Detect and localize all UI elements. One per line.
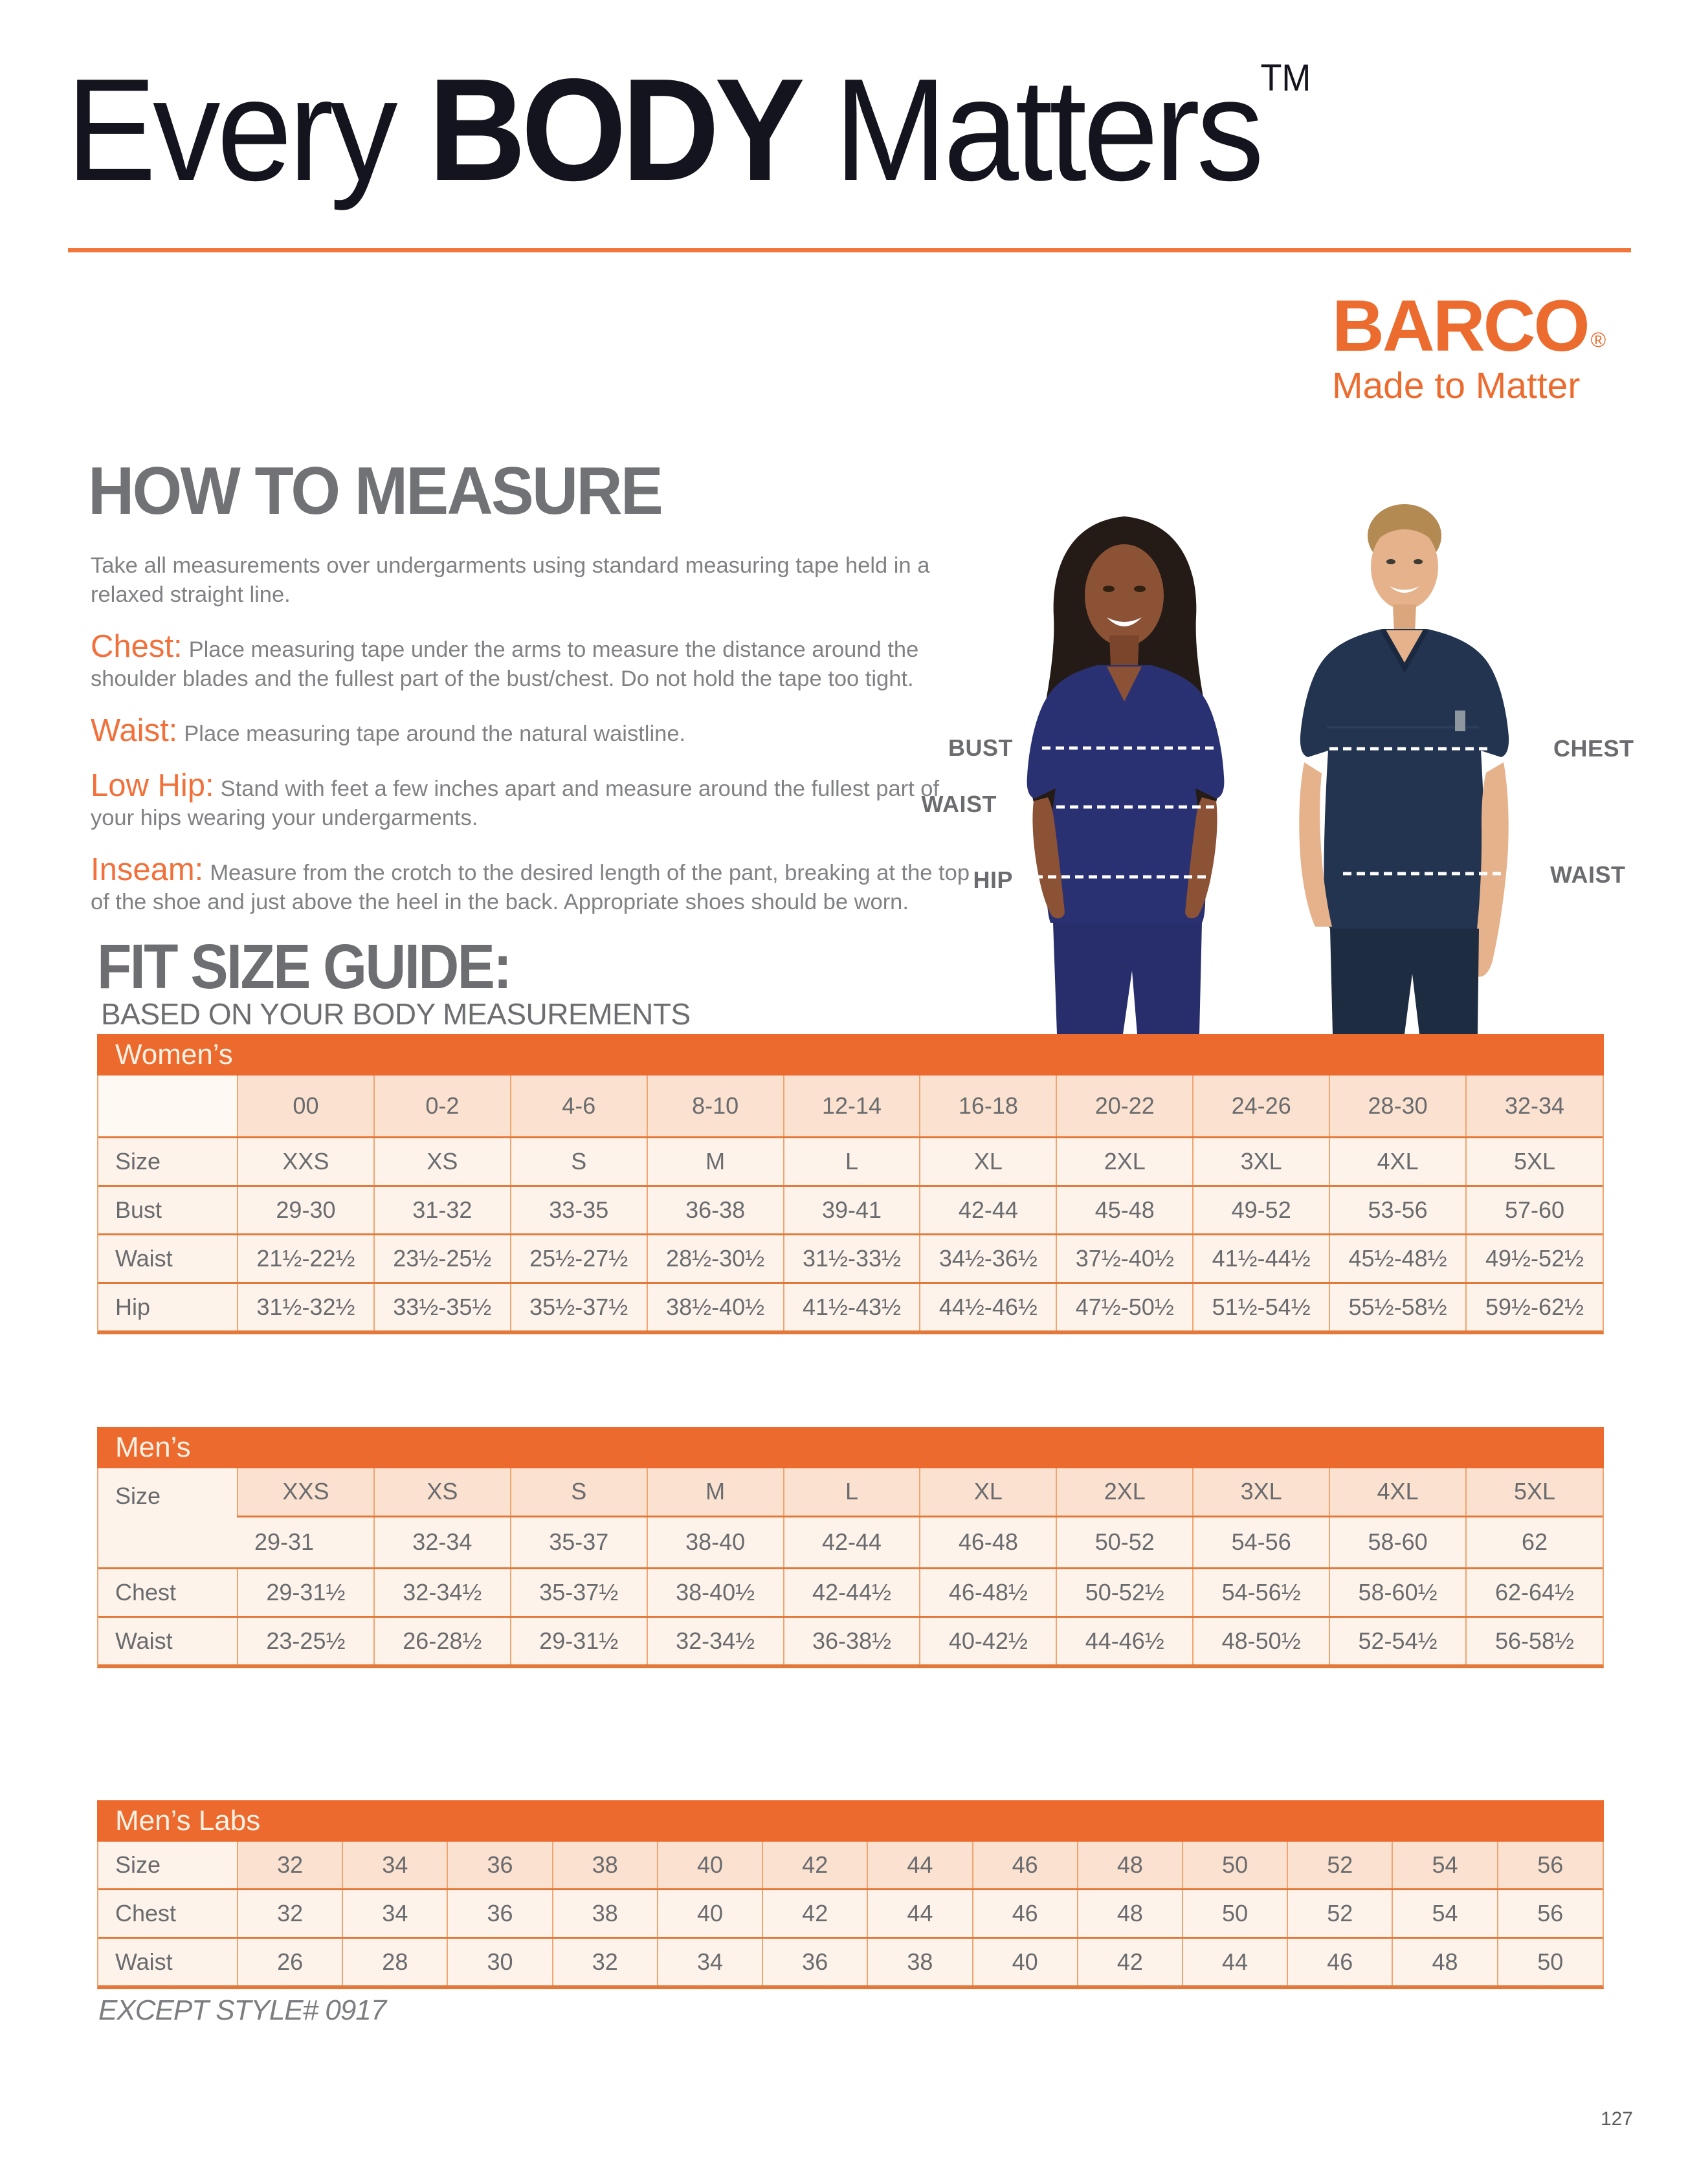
table-cell: 50-52½ [1056, 1568, 1193, 1616]
header-divider [68, 248, 1631, 252]
row-label: Waist [98, 1616, 238, 1664]
table-cell: 54-56 [1193, 1516, 1329, 1568]
table-cell: 2XL [1056, 1138, 1193, 1186]
table-cell: 54-56½ [1193, 1568, 1329, 1616]
table-cell: 50 [1183, 1842, 1287, 1890]
table-cell: 29-30 [238, 1186, 374, 1235]
table-row [98, 1516, 1603, 1568]
brand-logo [1332, 285, 1606, 406]
table-cell: 42-44½ [784, 1568, 920, 1616]
table-cell: 48 [1078, 1890, 1183, 1938]
mens-labs-table-header-bar [97, 1800, 1604, 1842]
table-cell: 0-2 [374, 1075, 511, 1138]
table-row [98, 1890, 1603, 1938]
table-cell: 46 [973, 1890, 1078, 1938]
term-label-inseam: Inseam: [91, 852, 204, 887]
table-cell: 33-35 [511, 1186, 647, 1235]
term-text-low-hip: Stand with feet a few inches apart and measure around the fullest part of your hips wearing your undergarments. [91, 777, 940, 830]
table-cell: 45½-48½ [1329, 1235, 1466, 1283]
table-cell: 29-31½ [238, 1568, 374, 1616]
table-cell: 50 [1498, 1938, 1603, 1986]
table-cell: 4XL [1329, 1138, 1466, 1186]
table-cell: 23½-25½ [374, 1235, 511, 1283]
table-row [98, 1616, 1603, 1664]
table-cell: XL [920, 1468, 1056, 1516]
hip-label: HIP [973, 866, 1013, 893]
row-label: Size [98, 1842, 238, 1890]
table-cell: XS [374, 1138, 511, 1186]
table-cell: M [647, 1138, 784, 1186]
chest-label-man: CHEST [1553, 735, 1634, 762]
term-text-inseam: Measure from the crotch to the desired length of the pant, breaking at the top of the shoe and just above the heel in the back. Appropriate shoes should be worn. [91, 861, 970, 914]
table-cell: 29-31 [238, 1516, 374, 1568]
table-cell: 5XL [1466, 1138, 1603, 1186]
table-cell: 29-31½ [511, 1616, 647, 1664]
table-cell: 47½-50½ [1056, 1283, 1193, 1331]
table-cell: 40 [658, 1842, 762, 1890]
table-cell: 62-64½ [1466, 1568, 1603, 1616]
table-cell: 51½-54½ [1193, 1283, 1329, 1331]
table-cell: 28-30 [1329, 1075, 1466, 1138]
measure-term-waist [91, 713, 979, 749]
table-row [98, 1468, 1603, 1516]
table-cell: 46-48½ [920, 1568, 1056, 1616]
table-cell: 34½-36½ [920, 1235, 1056, 1283]
table-row [98, 1186, 1603, 1235]
table-cell: 32 [553, 1938, 658, 1986]
title-word-matters: Matters [800, 48, 1261, 211]
table-cell: 36 [447, 1890, 552, 1938]
mens-table [98, 1468, 1603, 1664]
how-to-measure-heading: HOW TO MEASURE [88, 454, 661, 529]
mens-labs-size-table [97, 1800, 1604, 1989]
table-cell: 38 [867, 1938, 972, 1986]
table-cell: 49½-52½ [1466, 1235, 1603, 1283]
table-cell: 42-44 [784, 1516, 920, 1568]
table-cell: 38 [553, 1890, 658, 1938]
table-cell: 58-60 [1329, 1516, 1466, 1568]
table-cell: 38-40½ [647, 1568, 784, 1616]
table-cell: 31½-33½ [784, 1235, 920, 1283]
table-row [98, 1842, 1603, 1890]
table-cell: 25½-27½ [511, 1235, 647, 1283]
table-cell: 28 [342, 1938, 447, 1986]
term-text-chest: Place measuring tape under the arms to measure the distance around the shoulder blades and the fullest part of the bust/chest. Do not hold the tape too tight. [91, 637, 919, 691]
table-cell: 58-60½ [1329, 1568, 1466, 1616]
table-cell: 32-34½ [647, 1616, 784, 1664]
fit-size-guide-subheading: BASED ON YOUR BODY MEASUREMENTS [101, 997, 691, 1031]
table-cell: 37½-40½ [1056, 1235, 1193, 1283]
table-cell: 26-28½ [374, 1616, 511, 1664]
table-cell: M [647, 1468, 784, 1516]
measure-term-low-hip [91, 768, 979, 833]
brand-wordmark: BARCO [1332, 285, 1588, 366]
trademark-symbol: TM [1260, 57, 1311, 99]
table-cell: 4-6 [511, 1075, 647, 1138]
table-cell: 62 [1466, 1516, 1603, 1568]
table-cell: 48 [1392, 1938, 1497, 1986]
table-cell: 4XL [1329, 1468, 1466, 1516]
table-cell: 50-52 [1056, 1516, 1193, 1568]
row-label: Size [98, 1138, 238, 1186]
table-cell: 50 [1183, 1890, 1287, 1938]
table-cell: 56 [1498, 1890, 1603, 1938]
waist-label-man: WAIST [1550, 861, 1626, 888]
table-row [98, 1938, 1603, 1986]
table-cell: 16-18 [920, 1075, 1056, 1138]
table-cell: 55½-58½ [1329, 1283, 1466, 1331]
table-cell: 41½-43½ [784, 1283, 920, 1331]
row-label: Waist [98, 1938, 238, 1986]
table-cell: XS [374, 1468, 511, 1516]
table-cell: S [511, 1138, 647, 1186]
table-cell: 48 [1078, 1842, 1183, 1890]
table-cell: 42 [1078, 1938, 1183, 1986]
table-cell: 40-42½ [920, 1616, 1056, 1664]
table-cell: 40 [973, 1938, 1078, 1986]
title-word-every: Every [66, 48, 428, 211]
table-cell: S [511, 1468, 647, 1516]
table-cell: XL [920, 1138, 1056, 1186]
table-cell: 00 [238, 1075, 374, 1138]
table-cell: XXS [238, 1468, 374, 1516]
table-cell: 59½-62½ [1466, 1283, 1603, 1331]
registered-symbol: ® [1590, 328, 1606, 351]
table-cell: 8-10 [647, 1075, 784, 1138]
table-cell: 52 [1287, 1890, 1392, 1938]
table-cell: 2XL [1056, 1468, 1193, 1516]
table-cell: 56 [1498, 1842, 1603, 1890]
table-cell: 32-34 [1466, 1075, 1603, 1138]
table-cell: 34 [342, 1890, 447, 1938]
table-cell: L [784, 1138, 920, 1186]
term-label-waist: Waist: [91, 713, 178, 748]
table-cell: 36 [447, 1842, 552, 1890]
table-cell: 36-38 [647, 1186, 784, 1235]
table-cell: 54 [1392, 1842, 1497, 1890]
waist-label-woman: WAIST [921, 791, 997, 817]
brand-name [1332, 285, 1606, 366]
table-cell: L [784, 1468, 920, 1516]
table-cell: 32 [238, 1842, 342, 1890]
table-cell: 38-40 [647, 1516, 784, 1568]
table-cell: 38 [553, 1842, 658, 1890]
table-cell: 52 [1287, 1842, 1392, 1890]
table-cell: 26 [238, 1938, 342, 1986]
mens-labs-table [98, 1842, 1603, 1985]
table-cell: 44 [1183, 1938, 1287, 1986]
table-cell: 39-41 [784, 1186, 920, 1235]
table-cell: 44-46½ [1056, 1616, 1193, 1664]
table-cell: 49-52 [1193, 1186, 1329, 1235]
table-row [98, 1235, 1603, 1283]
table-cell: 12-14 [784, 1075, 920, 1138]
table-cell: 42 [762, 1890, 867, 1938]
row-label: Bust [98, 1186, 238, 1235]
table-cell: 34 [342, 1842, 447, 1890]
table-cell: 34 [658, 1938, 762, 1986]
table-cell [98, 1075, 238, 1138]
row-label: Waist [98, 1235, 238, 1283]
table-row [98, 1138, 1603, 1186]
man-model [1299, 504, 1509, 1034]
table-cell: 53-56 [1329, 1186, 1466, 1235]
row-label: Chest [98, 1890, 238, 1938]
table-cell: 54 [1392, 1890, 1497, 1938]
table-cell: 44 [867, 1842, 972, 1890]
term-label-low-hip: Low Hip: [91, 768, 214, 803]
mens-table-header-bar [97, 1427, 1604, 1468]
how-to-measure-section [91, 551, 979, 940]
table-cell: 46 [1287, 1938, 1392, 1986]
style-exception-note: EXCEPT STYLE# 0917 [98, 1994, 386, 2026]
table-row [98, 1075, 1603, 1138]
table-cell: 23-25½ [238, 1616, 374, 1664]
table-cell: 41½-44½ [1193, 1235, 1329, 1283]
table-cell: 32 [238, 1890, 342, 1938]
table-cell: 3XL [1193, 1138, 1329, 1186]
table-cell: XXS [238, 1138, 374, 1186]
fit-size-guide-heading: FIT SIZE GUIDE: [97, 931, 511, 1002]
table-cell: 48-50½ [1193, 1616, 1329, 1664]
row-label: Chest [98, 1568, 238, 1616]
models-photo [926, 498, 1657, 1034]
table-cell: 40 [658, 1890, 762, 1938]
table-cell: 42-44 [920, 1186, 1056, 1235]
table-cell: 36-38½ [784, 1616, 920, 1664]
table-cell: 35-37 [511, 1516, 647, 1568]
table-cell: 28½-30½ [647, 1235, 784, 1283]
womens-table [98, 1075, 1603, 1330]
table-cell: 57-60 [1466, 1186, 1603, 1235]
table-cell: 24-26 [1193, 1075, 1329, 1138]
mens-labs-table-title: Men’s Labs [115, 1805, 261, 1837]
table-cell: 42 [762, 1842, 867, 1890]
table-cell: 52-54½ [1329, 1616, 1466, 1664]
measure-term-chest [91, 629, 979, 694]
page-title [66, 48, 1311, 211]
table-cell: 32-34½ [374, 1568, 511, 1616]
bust-label: BUST [948, 734, 1013, 761]
table-cell: 33½-35½ [374, 1283, 511, 1331]
table-cell: 44½-46½ [920, 1283, 1056, 1331]
table-cell: 45-48 [1056, 1186, 1193, 1235]
term-label-chest: Chest: [91, 629, 183, 664]
measure-intro: Take all measurements over undergarments using standard measuring tape held in a relaxed straight line. [91, 553, 930, 607]
table-cell: 46-48 [920, 1516, 1056, 1568]
woman-model [1027, 516, 1225, 1034]
mens-table-title: Men’s [115, 1431, 191, 1463]
table-cell: 38½-40½ [647, 1283, 784, 1331]
womens-table-header-bar [97, 1034, 1604, 1075]
table-cell: 56-58½ [1466, 1616, 1603, 1664]
table-cell: 31½-32½ [238, 1283, 374, 1331]
table-cell: 44 [867, 1890, 972, 1938]
row-label: Hip [98, 1283, 238, 1331]
table-cell: 20-22 [1056, 1075, 1193, 1138]
table-cell: 21½-22½ [238, 1235, 374, 1283]
table-cell: 46 [973, 1842, 1078, 1890]
table-cell: 36 [762, 1938, 867, 1986]
table-cell: 31-32 [374, 1186, 511, 1235]
womens-table-title: Women’s [115, 1039, 233, 1070]
table-cell: 35½-37½ [511, 1283, 647, 1331]
page-number: 127 [1600, 2108, 1633, 2130]
table-cell: 30 [447, 1938, 552, 1986]
table-row [98, 1283, 1603, 1331]
womens-size-table [97, 1034, 1604, 1334]
title-word-body: BODY [428, 48, 801, 211]
row-label: Size [98, 1468, 238, 1568]
table-cell: 35-37½ [511, 1568, 647, 1616]
brand-tagline: Made to Matter [1332, 365, 1581, 406]
table-cell: 3XL [1193, 1468, 1329, 1516]
table-cell: 32-34 [374, 1516, 511, 1568]
table-row [98, 1568, 1603, 1616]
mens-size-table [97, 1427, 1604, 1668]
measure-term-inseam [91, 852, 979, 917]
table-cell: 5XL [1466, 1468, 1603, 1516]
term-text-waist: Place measuring tape around the natural waistline. [184, 722, 686, 746]
